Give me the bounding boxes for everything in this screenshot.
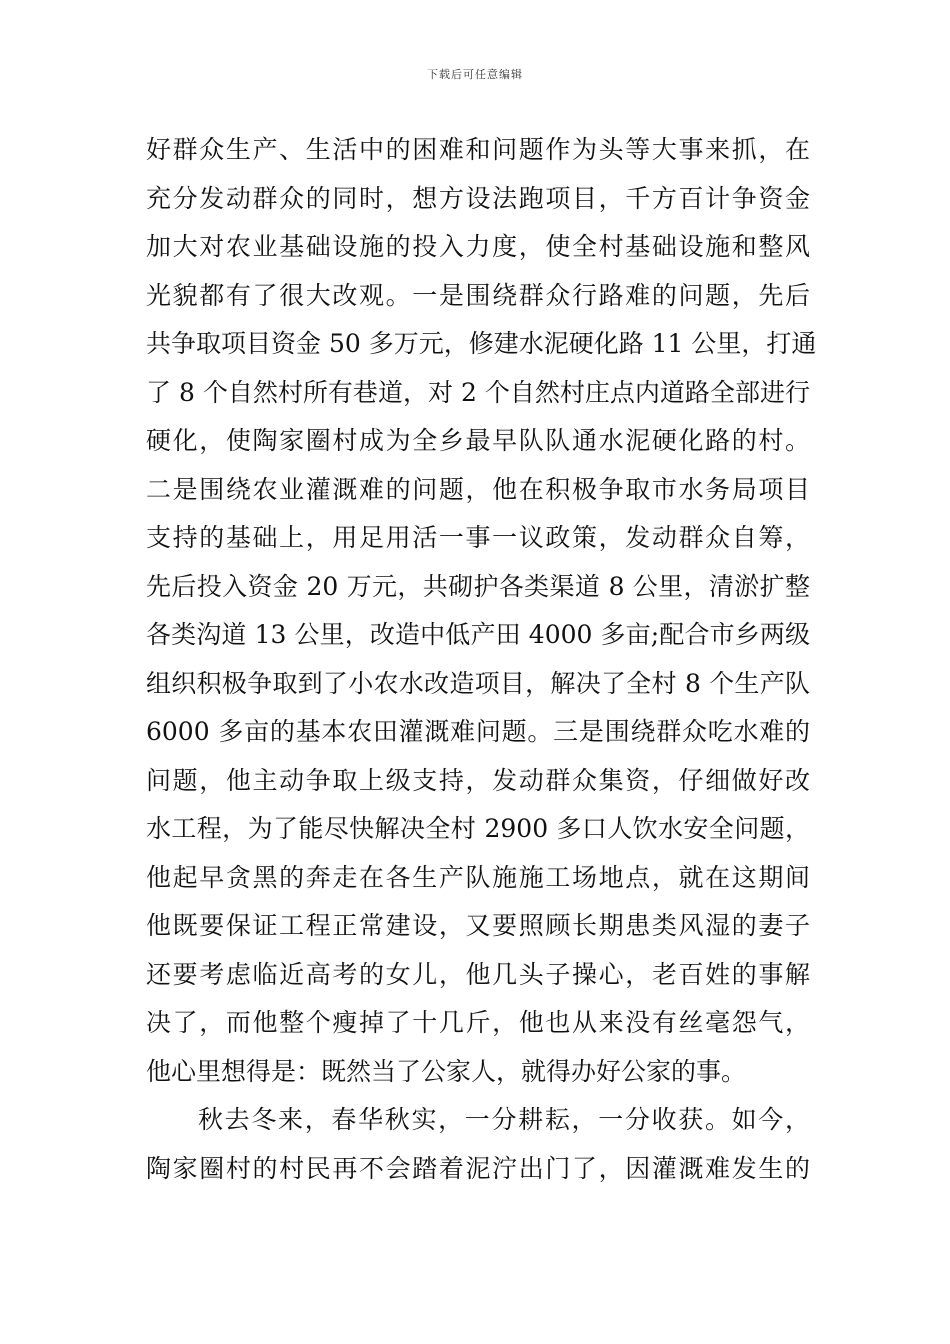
paragraph-line: 还要考虑临近高考的女儿，他几头子操心，老百姓的事解 bbox=[146, 959, 810, 989]
paragraph-line: 陶家圈村的村民再不会踏着泥泞出门了，因灌溉难发生的 bbox=[146, 1153, 810, 1183]
paragraph-line: 支持的基础上，用足用活一事一议政策，发动群众自筹， bbox=[146, 523, 810, 552]
paragraph-line: 光貌都有了很大改观。一是围绕群众行路难的问题，先后 bbox=[146, 280, 810, 310]
paragraph-line: 共争取项目资金 50 多万元，修建水泥硬化路 11 公里，打通 bbox=[146, 329, 817, 358]
paragraph-line: 他既要保证工程正常建设，又要照顾长期患类风湿的妻子 bbox=[146, 911, 810, 940]
paragraph-line: 好群众生产、生活中的困难和问题作为头等大事来抓，在 bbox=[146, 135, 810, 164]
paragraph-line: 先后投入资金 20 万元，共砌护各类渠道 8 公里，清淤扩整 bbox=[146, 571, 810, 601]
paragraph-line: 硬化，使陶家圈村成为全乡最早队队通水泥硬化路的村。 bbox=[146, 426, 810, 455]
paragraph-line: 充分发动群众的同时，想方设法跑项目，千方百计争资金 bbox=[146, 183, 810, 213]
paragraph-line: 组织积极争取到了小农水改造项目，解决了全村 8 个生产队 bbox=[146, 668, 810, 698]
header-note: 下载后可任意编辑 bbox=[427, 68, 523, 81]
paragraph-line: 他心里想得是：既然当了公家人，就得办好公家的事。 bbox=[146, 1056, 747, 1086]
paragraph-line: 水工程，为了能尽快解决全村 2900 多口人饮水安全问题， bbox=[146, 814, 810, 843]
paragraph-line: 二是围绕农业灌溉难的问题，他在积极争取市水务局项目 bbox=[146, 474, 810, 504]
paragraph-line: 他起早贪黑的奔走在各生产队施施工场地点，就在这期间 bbox=[146, 862, 810, 892]
paragraph-line: 秋去冬来，春华秋实，一分耕耘，一分收获。如今， bbox=[198, 1105, 810, 1134]
paragraph-line: 各类沟道 13 公里，改造中低产田 4000 多亩;配合市乡两级 bbox=[146, 620, 810, 649]
paragraph-line: 决了，而他整个瘦掉了十几斤，他也从来没有丝毫怨气， bbox=[146, 1008, 810, 1037]
paragraph-line: 加大对农业基础设施的投入力度，使全村基础设施和整风 bbox=[146, 232, 810, 261]
paragraph-line: 了 8 个自然村所有巷道，对 2 个自然村庄点内道路全部进行 bbox=[146, 377, 810, 407]
paragraph-line: 6000 多亩的基本农田灌溉难问题。三是围绕群众吃水难的 bbox=[146, 717, 810, 746]
paragraph-line: 问题，他主动争取上级支持，发动群众集资，仔细做好改 bbox=[146, 765, 810, 795]
body-text bbox=[146, 126, 817, 1193]
